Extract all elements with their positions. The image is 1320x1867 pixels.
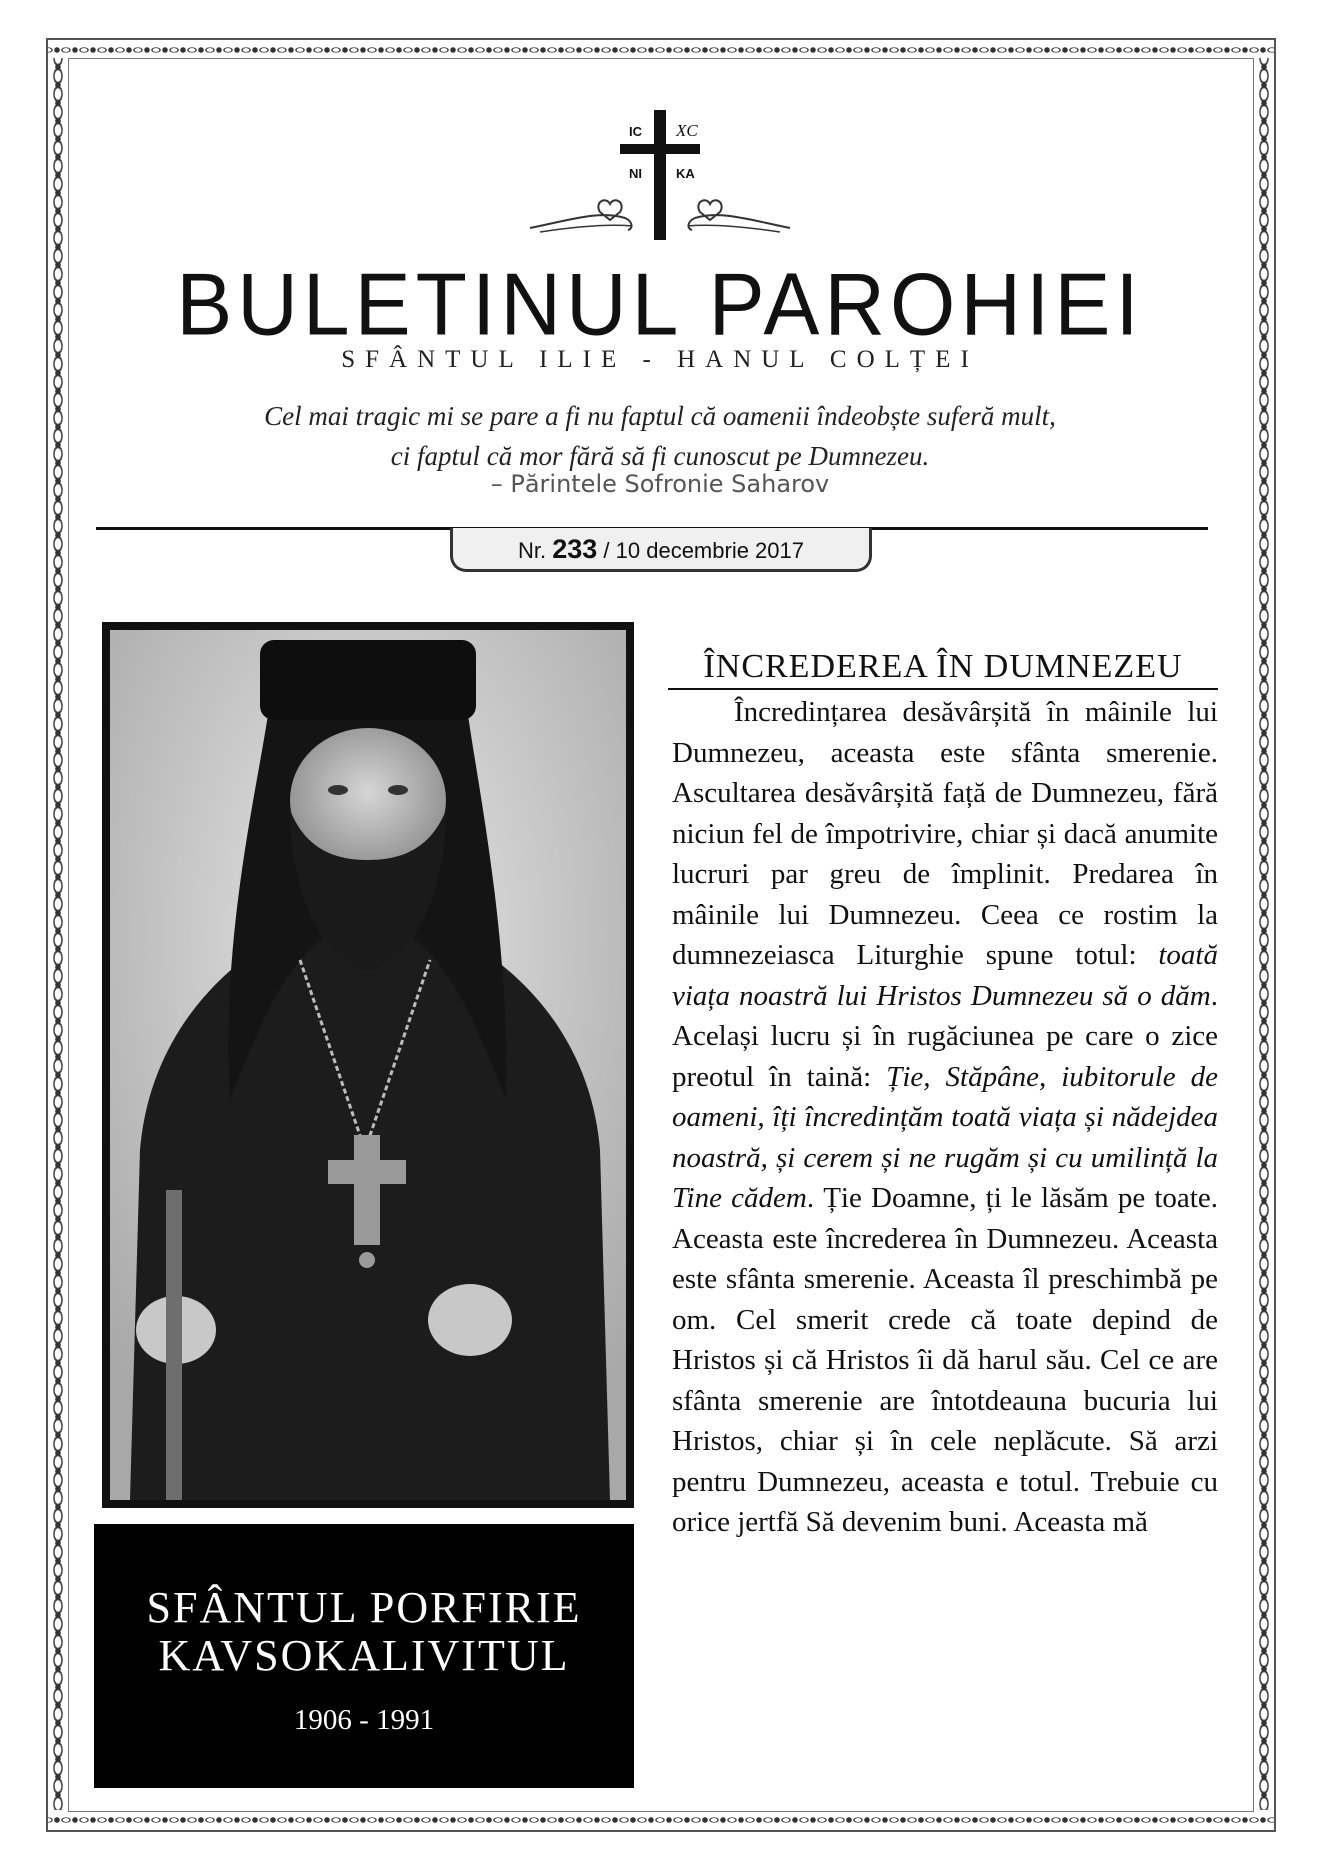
saint-caption-box [94,1524,634,1788]
saint-name-line-2: KAVSOKALIVITUL [158,1631,570,1680]
article-text-2: . Același lucru și în rugăciunea pe care o zice preotul în taină: [672,979,1218,1093]
article-body [672,692,1218,1543]
article-text-1: Încredințarea desăvârșită în mâinile lui Dumnezeu, aceasta este sfânta smerenie. Ascultarea desăvârșită față de Dumnezeu, fără niciun fel de împotrivire, chiar și dacă anumite lucruri par greu de împlinit. Predarea în mâinile lui Dumnezeu. Ceea ce rostim la dumnezeiasca Liturghie spune totul: [672,696,1218,971]
issue-tab [450,528,872,572]
quote-line-1: Cel mai tragic mi se pare a fi nu faptul că oamenii îndeobște suferă mult, [264,401,1056,431]
issue-number: 233 [552,534,598,564]
orthodox-cross-icon [510,100,810,250]
emblem-ka: KA [676,166,695,181]
issue-date: / 10 decembrie 2017 [603,538,804,563]
article-title: ÎNCREDEREA ÎN DUMNEZEU [703,648,1183,685]
quote-author: – Părintele Sofronie Saharov [490,470,830,498]
emblem-ic: IC [629,124,642,139]
saint-years: 1906 - 1991 [293,1704,435,1736]
parish-subtitle: SFÂNTUL ILIE - HANUL COLȚEI [341,346,979,373]
article-italic-2: Ție, Stăpâne, iubitorule de oameni, îți încredințăm toată viața și nădejdea noastră, și cerem și ne rugăm și cu umilință la Tine cădem [672,1060,1218,1214]
saint-portrait-photo [102,622,634,1508]
issue-prefix: Nr. [517,538,547,563]
portrait-image [110,630,626,1500]
quote-line-2: ci faptul că mor fără să fi cunoscut pe Dumnezeu. [390,441,930,471]
article-text-3: . Ție Doamne, ți le lăsăm pe toate. Aceasta este încrederea în Dumnezeu. Aceasta este sfânta smerenie. Aceasta îl preschimbă pe om. Cel smerit crede că toate depind de Hristos și că Hristos îi dă harul său. Cel ce are sfânta smerenie are întotdeauna bucuria lui Hristos, chiar și în cele neplăcute. Să arzi pentru Dumnezeu, aceasta e totul. Trebuie cu orice jertfă Să devenim buni. Aceasta mă [672,1182,1218,1538]
epigraph-quote [140,396,1180,476]
article-title-underline [668,688,1218,690]
emblem-ni: NI [629,166,642,181]
bulletin-title: BULETINUL PAROHIEI [176,254,1144,354]
emblem-xc: XC [676,121,698,140]
saint-name-line-1: SFÂNTUL PORFIRIE [146,1583,582,1632]
article-italic-1: toată viața noastră lui Hristos Dumnezeu să o dăm [672,939,1218,1012]
